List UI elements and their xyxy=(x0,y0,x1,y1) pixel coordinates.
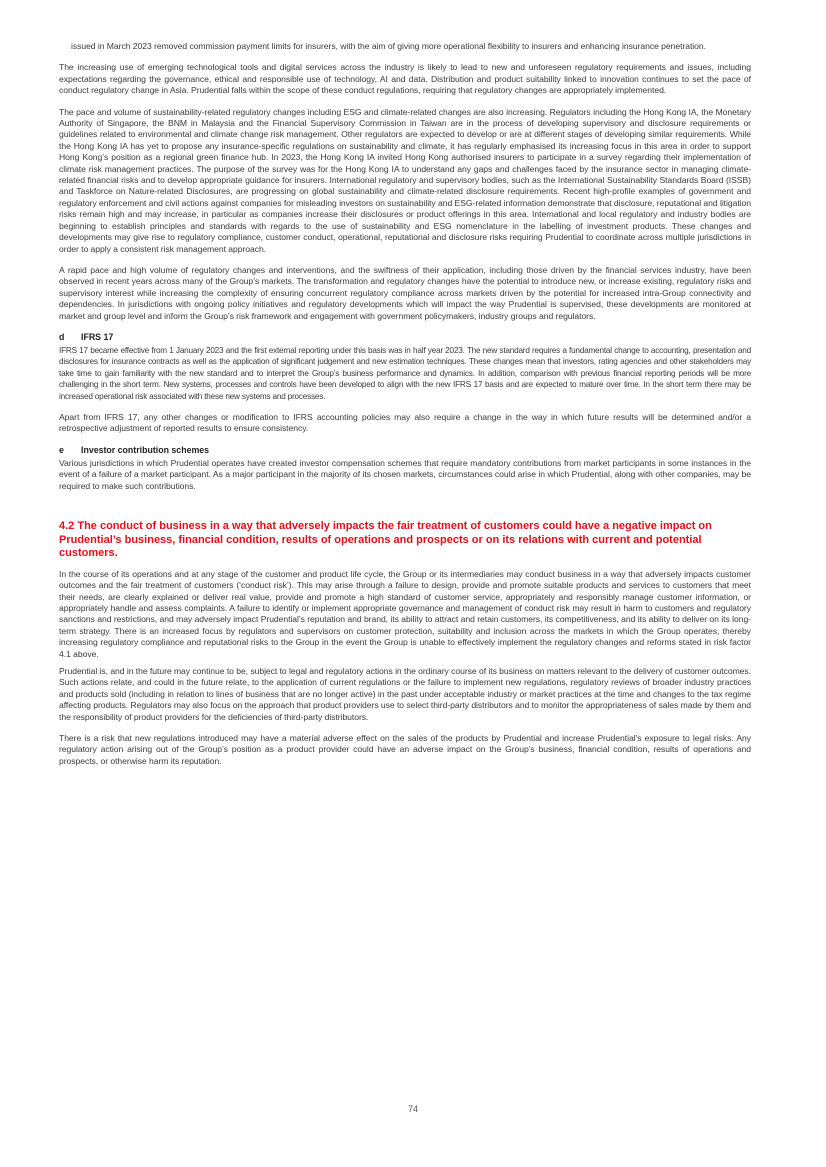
paragraph-new-regulations-risk: There is a risk that new regulations introduced may have a material adverse effect on the sales of the products by Prudential and increase Prudential’s exposure to legal risks. Any regulatory action arising out of the Group’s position as a product provider could have an adverse impact on the Group’s business, financial condition, results of operations and prospects, or otherwise harm its reputation. xyxy=(59,733,751,766)
subheading-letter: d xyxy=(59,331,65,342)
subheading-ifrs17 xyxy=(59,332,751,343)
subheading-investor-contribution xyxy=(59,445,751,456)
page-number: 74 xyxy=(407,1104,418,1114)
section-heading-4-2: 4.2 The conduct of business in a way that adversely impacts the fair treatment of customers could have a negative impact on Prudential’s business, financial condition, results of operations and prospects or on its relations with current and potential customers. xyxy=(59,520,712,560)
paragraph-regulatory-pace: A rapid pace and high volume of regulatory changes and interventions, and the swiftness of their application, including those driven by the financial services industry, have been observed in recent years across many of the Group’s markets. The transformation and regulatory changes have the potential to introduce new, or increase existing, regulatory risks and supervisory interest while increasing the complexity of ensuring concurrent regulatory compliance across markets driven by the potential for increased intra-Group connectivity and dependencies. In jurisdictions with ongoing policy initiatives and regulatory developments which will impact the way Prudential is supervised, these developments are monitored at market and group level and inform the Group’s risk framework and engagement with government policymakers, industry groups and regulators. xyxy=(59,264,751,321)
paragraph-continuation: issued in March 2023 removed commission payment limits for insurers, with the aim of giving more operational flexibility to insurers and enhancing insurance penetration. xyxy=(71,41,706,51)
paragraph-ifrs-policies: Apart from IFRS 17, any other changes or modification to IFRS accounting policies may also require a change in the way in which future results will be determined and/or a retrospective adjustment of reported results to ensure consistency. xyxy=(59,411,751,434)
paragraph-ifrs17: IFRS 17 became effective from 1 January 2023 and the first external reporting under this basis was in half year 2023. The new standard requires a fundamental change to accounting, presentation and disclosures for insurance contracts as well as the application of significant judgement and new estimation techniques. These changes mean that investors, rating agencies and other stakeholders may take time to gain familiarity with the new standard and to interpret the Group’s business performance and dynamics. In addition, comparison with previous financial reporting periods will be more challenging in the short term. New systems, processes and controls have been developed to align with the new IFRS 17 basis and are expected to mature over time. In the short term there may be increased operational risk associated with these new systems and processes. xyxy=(59,345,751,401)
paragraph-legal-actions: Prudential is, and in the future may continue to be, subject to legal and regulatory actions in the ordinary course of its business on matters relevant to the delivery of customer outcomes. Such actions relate, and could in the future relate, to the application of current regulations or the failure to implement new regulations, regulatory reviews of broader industry practices and products sold (including in relation to lines of business that are no longer active) in the past under acceptable industry or market practices at the time and changes to the tax regime affecting products. Regulators may also focus on the approach that product providers use to select third-party distributors and to monitor the appropriateness of sales made by them and the responsibility of product providers for the deficiencies of third-party distributors. xyxy=(59,666,751,722)
subheading-title: Investor contribution schemes xyxy=(81,444,210,455)
paragraph-conduct-risk: In the course of its operations and at any stage of the customer and product life cycle, the Group or its intermediaries may conduct business in a way that adversely impacts customer outcomes and the fair treatment of customers (‘conduct risk’). This may arise through a failure to design, provide and promote suitable products and services to customers that meet their needs, are clearly explained or deliver real value, provide and promote a high standard of customer service, appropriately and responsibly manage customer information, or appropriately handle and assess complaints. A failure to identify or implement appropriate governance and management of conduct risk may result in harm to customers and regulatory sanctions and restrictions, and may adversely impact Prudential’s reputation and brand, its ability to attract and retain customers, its competitiveness, and its ability to deliver on its long-term strategy. There is an increased focus by regulators and supervisors on customer protection, suitability and inclusion across the markets in which the Group operates, thereby increasing regulatory compliance and reputational risks to the Group in the event the Group is unable to effectively implement the regulatory changes and reforms stated in risk factor 4.1 above. xyxy=(59,568,751,659)
paragraph-technology-regulation: The increasing use of emerging technological tools and digital services across the industry is likely to lead to new and unforeseen regulatory requirements and issues, including expectations regarding the governance, ethical and responsible use of technology, AI and data. Distribution and product suitability linked to innovation continues to set the pace of conduct regulatory change in Asia. Prudential falls within the scope of these conduct regulations, requiring that regulatory changes are appropriately implemented. xyxy=(59,62,751,96)
subheading-title: IFRS 17 xyxy=(81,331,114,342)
subheading-letter: e xyxy=(59,444,64,455)
page-body xyxy=(59,41,751,767)
paragraph-investor-compensation: Various jurisdictions in which Prudential operates have created investor compensation schemes that require mandatory contributions from market participants in some instances in the event of a failure of a market participant. As a major participant in the majority of its chosen markets, circumstances could arise in which Prudential, along with other companies, may be required to make such contributions. xyxy=(59,457,751,491)
paragraph-sustainability-regulation: The pace and volume of sustainability-related regulatory changes including ESG and climate-related changes are also increasing. Regulators including the Hong Kong IA, the Monetary Authority of Singapore, the BNM in Malaysia and the Financial Supervisory Commission in Taiwan are in the process of developing supervisory and disclosure requirements or guidelines related to environmental and climate change risk management. Other regulators are expected to develop or are at different stages of developing similar requirements. While the Hong Kong IA has yet to propose any insurance-specific regulations on sustainability and climate, it has regularly emphasised its increasing focus in this area in order to support Hong Kong’s position as a regional green finance hub. In 2023, the Hong Kong IA invited Hong Kong authorised insurers to participate in a survey regarding their implementation of climate risk management practices. The purpose of the survey was for the Hong Kong IA to understand any gaps and challenges faced by the insurance sector in managing climate-related financial risks and to develop appropriate guidance for insurers. International regulatory and supervisory bodies, such as the International Sustainability Standards Board (ISSB) and Taskforce on Nature-related Disclosures, are progressing on global sustainability and climate-related disclosure requirements. Recent high-profile examples of government and regulatory enforcement and civil actions against companies for misleading investors on sustainability and ESG-related information demonstrate that disclosure, reputational and litigation risks remain high and may increase, in particular as companies increase their disclosures or product offerings in this area. International and local regulatory and industry bodies are beginning to establish principles and standards with regards to the use of sustainability and ESG nomenclature in the labelling of investment products. These changes and developments may give rise to regulatory compliance, customer conduct, operational, reputational and disclosure risks requiring Prudential to coordinate across multiple jurisdictions in order to apply a consistent risk management approach. xyxy=(59,106,751,254)
